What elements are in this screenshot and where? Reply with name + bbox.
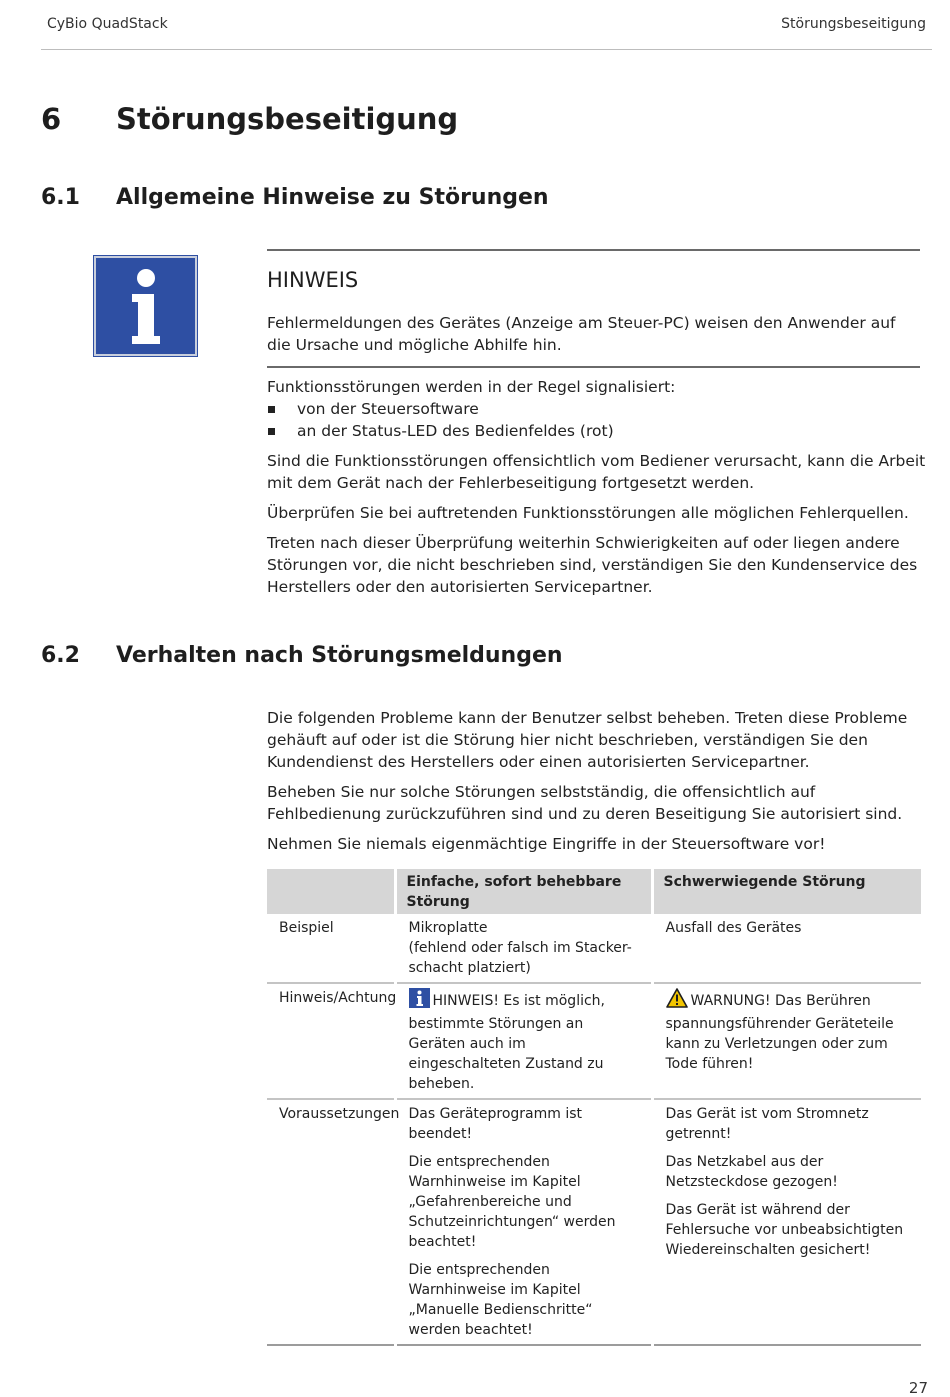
severe-cell [652,1099,921,1345]
paragraph: Beheben Sie nur solche Störungen selbstständig, die offensichtlich auf Fehlbedienung zurückzuführen sind und zu deren Beseitigung Sie autorisiert sind. [267,783,903,823]
notice-top-rule [267,249,920,251]
simple-cell [395,983,652,1099]
section-1-body [267,376,927,598]
notice-title: HINWEIS [267,268,359,292]
section-1-title: Allgemeine Hinweise zu Störungen [116,185,549,210]
cell-text: Die entsprechenden Warnhinweise im Kapitel „Manuelle Bedienschritte“ werden beachtet! [408,1262,593,1338]
chapter-title: Störungsbeseitigung [116,102,459,136]
table-row [267,1099,921,1345]
cell-text: Das Gerät ist während der Fehlersuche vor unbeabsichtigten Wiedereinschalten gesichert! [665,1202,904,1258]
info-icon [94,256,197,356]
paragraph: Die folgenden Probleme kann der Benutzer selbst beheben. Treten diese Probleme gehäuft auf oder ist die Störung hier nicht beschrieben, verständigen Sie den Kundendienst des Herstellers oder einen autorisierten Servicepartner. [267,709,908,771]
cell-text: Das Netzkabel aus der Netzsteckdose gezogen! [665,1154,838,1190]
section-1-number: 6.1 [41,185,80,210]
severe-cell [652,983,921,1099]
warning-icon [666,988,688,1014]
row-label: Voraussetzungen [267,1099,395,1345]
bullet-text: an der Status-LED des Bedienfeldes (rot) [297,422,614,440]
table-header-empty [267,869,395,914]
table-row [267,983,921,1099]
info-icon [409,988,430,1014]
table-header-simple: Einfache, sofort behebbare Störung [395,869,652,914]
table-header-row [267,869,921,914]
header-chapter-title: Störungsbeseitigung [781,16,926,32]
paragraph: Treten nach dieser Überprüfung weiterhin Schwierigkeiten auf oder liegen andere Störungen vor, die nicht beschrieben sind, verständigen Sie den Kundenservice des Herstellers oder den autorisierten Servicepartner. [267,534,918,596]
cell-text: Die entsprechenden Warnhinweise im Kapitel „Gefahrenbereiche und Schutzeinrichtungen“ werden beachtet! [408,1154,616,1250]
cell-text: Mikroplatte [408,920,488,936]
notice-bottom-rule [267,366,920,368]
cell-text: (fehlend oder falsch im Stacker-schacht platziert) [408,940,632,976]
cell-text: Das Gerät ist vom Stromnetz getrennt! [665,1106,869,1142]
paragraph: Sind die Funktionsstörungen offensichtlich vom Bediener verursacht, kann die Arbeit mit dem Gerät nach der Fehlerbeseitigung fortgesetzt werden. [267,452,926,492]
notice-text: Fehlermeldungen des Gerätes (Anzeige am Steuer-PC) weisen den Anwender auf die Ursache und mögliche Abhilfe hin. [267,314,896,354]
section-2-title: Verhalten nach Störungsmeldungen [116,643,563,668]
bullet-item [267,420,927,442]
section-2-number: 6.2 [41,643,80,668]
paragraph: Nehmen Sie niemals eigenmächtige Eingriffe in der Steuersoftware vor! [267,835,826,853]
paragraph: Überprüfen Sie bei auftretenden Funktionsstörungen alle möglichen Fehlerquellen. [267,504,909,522]
header-divider [41,49,932,50]
simple-cell [395,1099,652,1345]
severe-cell [652,914,921,983]
bullet-item [267,398,927,420]
cell-text: WARNUNG! Das Berühren spannungsführender Geräteteile kann zu Verletzungen oder zum Tode führen! [665,993,894,1072]
bullet-text: von der Steuersoftware [297,400,479,418]
chapter-number: 6 [41,102,62,136]
cell-text: Ausfall des Gerätes [665,920,802,936]
row-label: Hinweis/Achtung [267,983,395,1099]
fault-table [267,869,921,1346]
cell-text: Das Geräteprogramm ist beendet! [408,1106,583,1142]
simple-cell [395,914,652,983]
row-label: Beispiel [267,914,395,983]
table-row [267,914,921,983]
header-doc-title: CyBio QuadStack [47,16,168,32]
section-2-body [267,707,927,855]
section-1-intro: Funktionsstörungen werden in der Regel signalisiert: [267,378,676,396]
page-number: 27 [908,1379,928,1397]
table-header-severe: Schwerwiegende Störung [652,869,921,914]
cell-text: HINWEIS! Es ist möglich, bestimmte Störungen an Geräten auch im eingeschalteten Zustand zu beheben. [408,993,605,1092]
